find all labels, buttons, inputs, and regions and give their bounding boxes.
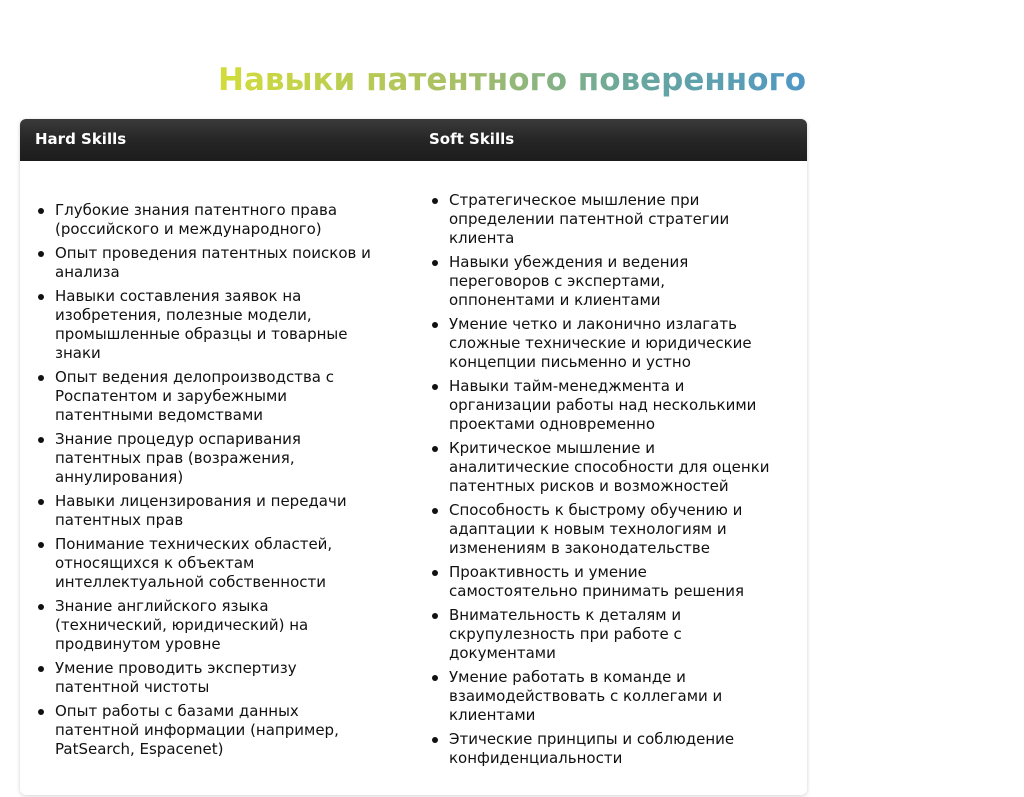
skills-table [20, 119, 807, 795]
list-item: Знание английского языка (технический, юридический) на продвинутом уровне [35, 597, 380, 654]
list-item: Понимание технических областей, относящихся к объектам интеллектуальной собственности [35, 535, 380, 592]
list-item: Опыт ведения делопроизводства с Роспатентом и зарубежными патентными ведомствами [35, 368, 380, 425]
list-item: Навыки составления заявок на изобретения, полезные модели, промышленные образцы и товарные знаки [35, 287, 380, 363]
list-item: Критическое мышление и аналитические способности для оценки патентных рисков и возможностей [429, 439, 774, 496]
list-item: Умение четко и лаконично излагать сложные технические и юридические концепции письменно и устно [429, 315, 774, 372]
soft-skills-list [429, 191, 774, 773]
list-item: Навыки лицензирования и передачи патентных прав [35, 492, 380, 530]
list-item: Проактивность и умение самостоятельно принимать решения [429, 563, 774, 601]
soft-skills-header: Soft Skills [429, 130, 515, 148]
list-item: Глубокие знания патентного права (российского и международного) [35, 201, 380, 239]
hard-skills-list [35, 201, 380, 764]
list-item: Внимательность к деталям и скрупулезность при работе с документами [429, 606, 774, 663]
page-title-text: Навыки патентного поверенного [218, 62, 806, 98]
list-item: Опыт работы с базами данных патентной информации (например, PatSearch, Espacenet) [35, 702, 380, 759]
list-item: Навыки тайм-менеджмента и организации работы над несколькими проектами одновременно [429, 377, 774, 434]
list-item: Опыт проведения патентных поисков и анализа [35, 244, 380, 282]
list-item: Знание процедур оспаривания патентных прав (возражения, аннулирования) [35, 430, 380, 487]
list-item: Этические принципы и соблюдение конфиденциальности [429, 730, 774, 768]
page-title [0, 58, 1024, 102]
list-item: Умение работать в команде и взаимодействовать с коллегами и клиентами [429, 668, 774, 725]
list-item: Навыки убеждения и ведения переговоров с экспертами, оппонентами и клиентами [429, 253, 774, 310]
list-item: Умение проводить экспертизу патентной чистоты [35, 659, 380, 697]
list-item: Стратегическое мышление при определении патентной стратегии клиента [429, 191, 774, 248]
list-item: Способность к быстрому обучению и адаптации к новым технологиям и изменениям в законодательстве [429, 501, 774, 558]
hard-skills-header: Hard Skills [35, 130, 127, 148]
table-header [20, 119, 807, 161]
